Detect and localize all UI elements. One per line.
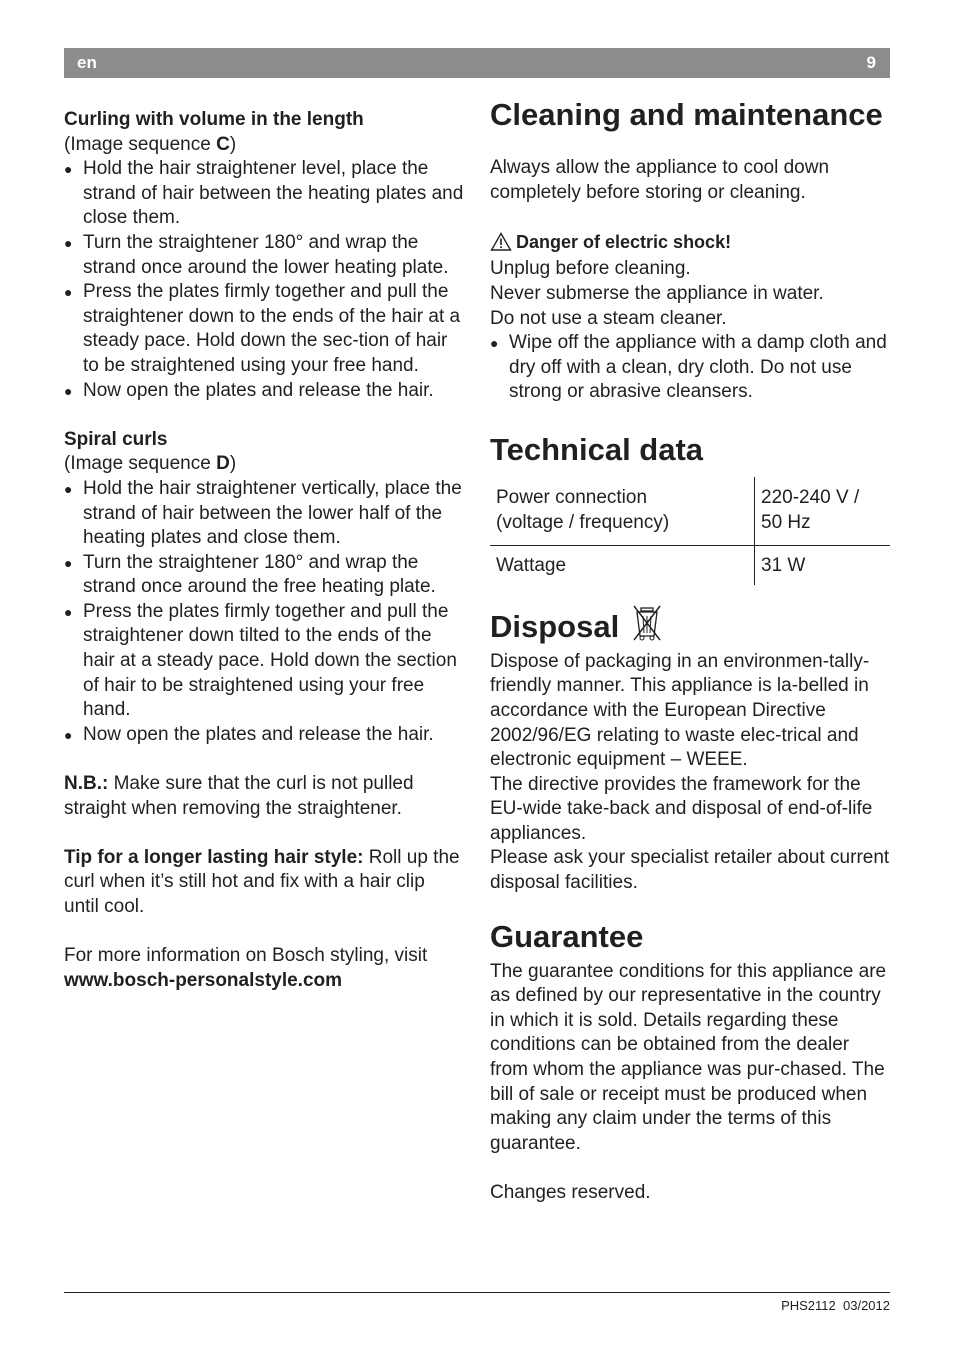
disposal-text: Dispose of packaging in an environmen-tally-friendly manner. This appliance is la-belled in accordance with the European Directive 2002/96/EG relating to waste elec-trical and electronic equipment – WEEE. xyxy=(490,650,870,771)
table-cell-label: Power connection (voltage / frequency) xyxy=(490,477,755,546)
list-item: ● Press the plates firmly together and pull the straightener down tilted to the ends of the hair at a steady pace. Hold down the section of hair to be straightened using your free hand. xyxy=(64,600,464,723)
cleaning-steps xyxy=(490,331,890,405)
website-link[interactable]: www.bosch-personalstyle.com xyxy=(64,969,343,991)
list-item: ● Wipe off the appliance with a damp cloth and dry off with a clean, dry cloth. Do not use strong or abrasive cleansers. xyxy=(490,331,890,405)
table-cell-value: 31 W xyxy=(761,555,806,577)
list-item: ● Hold the hair straightener vertically, place the strand of hair between the lower half of the heating plates and close them. xyxy=(64,477,464,551)
footer-divider xyxy=(64,1292,890,1293)
list-item: ● Now open the plates and release the hair. xyxy=(64,723,464,748)
warning-triangle-icon xyxy=(490,232,512,258)
curling-title: Curling with volume in the length xyxy=(64,109,364,130)
danger-line: Do not use a steam cleaner. xyxy=(490,307,727,329)
danger-warning: Danger of electric shock! xyxy=(490,230,890,258)
curling-steps xyxy=(64,157,464,403)
spiral-image-sequence: (Image sequence D) xyxy=(64,453,237,475)
changes-reserved: Changes reserved. xyxy=(490,1182,651,1203)
footer-info xyxy=(781,1298,890,1314)
page-number: 9 xyxy=(866,53,876,72)
list-item: ● Turn the straightener 180° and wrap the strand once around the lower heating plate. xyxy=(64,231,464,280)
page-header-bar xyxy=(64,48,890,78)
spiral-title: Spiral curls xyxy=(64,428,168,450)
list-item: ● Turn the straightener 180° and wrap the strand once around the free heating plate. xyxy=(64,551,464,600)
list-item: ● Now open the plates and release the hair. xyxy=(64,379,464,404)
list-item: ● Hold the hair straightener level, place the strand of hair between the heating plates and close them. xyxy=(64,157,464,231)
disposal-heading: Disposal xyxy=(490,603,890,650)
curling-image-sequence: (Image sequence C) xyxy=(64,133,237,155)
table-row xyxy=(490,546,890,585)
cleaning-heading: Cleaning and maintenance xyxy=(490,97,883,132)
cleaning-intro: Always allow the appliance to cool down completely before storing or cleaning. xyxy=(490,157,830,203)
table-cell-label: Wattage xyxy=(490,546,755,585)
spiral-steps xyxy=(64,477,464,748)
guarantee-text: The guarantee conditions for this appliance are as defined by our representative in the country in which it is sold. Details regarding these conditions can be obtained from the dealer from whom the appliance was pur-chased. The bill of sale or receipt must be produced when making any claim under the terms of this guarantee. xyxy=(490,960,887,1154)
print-date: 03/2012 xyxy=(843,1298,890,1313)
table-cell-value: 220-240 V / 50 Hz xyxy=(755,477,891,546)
nb-note: N.B.: Make sure that the curl is not pulled straight when removing the straightener. xyxy=(64,773,414,819)
right-column xyxy=(490,96,890,1206)
tip-note: Tip for a longer lasting hair style: Roll up the curl when it’s still hot and fix with a hair clip until cool. xyxy=(64,846,460,917)
danger-line: Unplug before cleaning. xyxy=(490,258,691,280)
left-column xyxy=(64,108,464,993)
disposal-text: Please ask your specialist retailer about current disposal facilities. xyxy=(490,847,890,894)
danger-line: Never submerse the appliance in water. xyxy=(490,282,824,304)
language-label: en xyxy=(77,53,97,72)
more-info-text: For more information on Bosch styling, visit xyxy=(64,945,428,967)
list-item: ● Press the plates firmly together and pull the straightener down to the ends of the hair at a steady pace. Hold down the sec-tion of hair to be straightened using your free hand. xyxy=(64,280,464,378)
model-number: PHS2112 xyxy=(781,1298,836,1313)
disposal-text: The directive provides the framework for the EU-wide take-back and disposal of end-of-life appliances. xyxy=(490,773,873,844)
technical-heading: Technical data xyxy=(490,431,704,467)
crossed-out-bin-icon xyxy=(632,603,662,650)
technical-data-table xyxy=(490,477,890,585)
guarantee-heading: Guarantee xyxy=(490,918,644,954)
table-row xyxy=(490,477,890,546)
